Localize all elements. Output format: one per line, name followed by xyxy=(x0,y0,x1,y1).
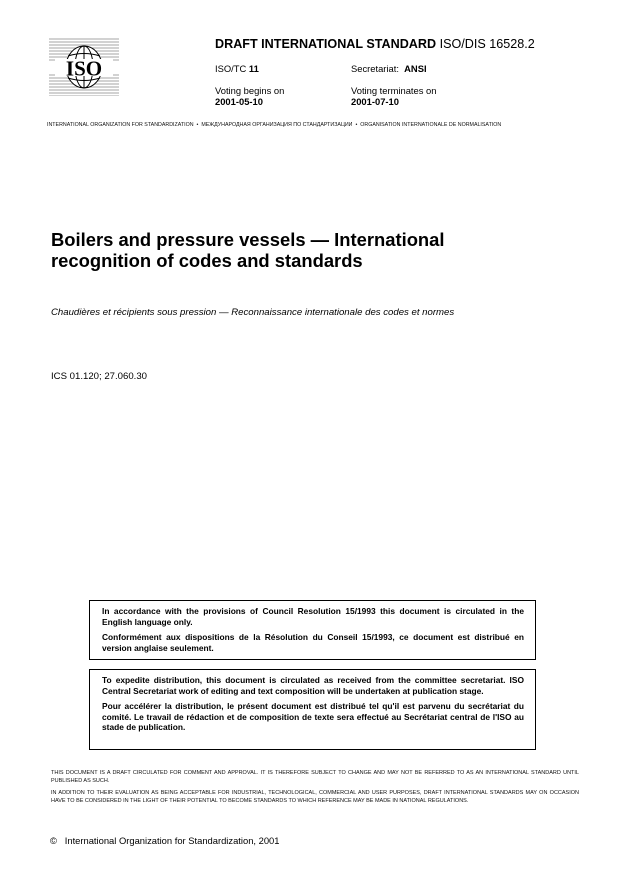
doc-header-title xyxy=(215,37,535,51)
language-notice-box xyxy=(89,600,536,660)
french-subtitle: Chaudières et récipients sous pression — Reconnaissance internationale des codes et normes xyxy=(51,307,455,318)
distribution-notice-box xyxy=(89,669,536,750)
technical-committee xyxy=(215,63,259,74)
voting-terminates-date: 2001-07-10 xyxy=(351,96,399,107)
draft-disclaimer xyxy=(51,769,579,809)
secretariat-label: Secretariat: xyxy=(351,63,399,74)
secretariat-value: ANSI xyxy=(404,63,427,74)
voting-terminates xyxy=(351,85,436,107)
language-notice-english: In accordance with the provisions of Council Resolution 15/1993 this document is circulated in the English language only. xyxy=(102,606,524,627)
disclaimer-paragraph-2: IN ADDITION TO THEIR EVALUATION AS BEING ACCEPTABLE FOR INDUSTRIAL, TECHNOLOGICAL, COMMERCIAL AND USER PURPOSES, DRAFT INTERNATIONAL STANDARDS MAY ON OCCASION HAVE TO BE CONSIDERED IN THE LIGHT OF THEIR POTENTIAL TO BECOME STANDARDS TO WHICH REFERENCE MAY BE MADE IN NATIONAL REGULATIONS. xyxy=(51,790,579,804)
copyright-icon: © xyxy=(50,835,57,846)
doc-type: DRAFT INTERNATIONAL STANDARD xyxy=(215,37,437,51)
org-name-french: ORGANISATION INTERNATIONALE DE NORMALISATION xyxy=(360,122,502,128)
ics-codes: ICS 01.120; 27.060.30 xyxy=(51,371,148,382)
voting-terminates-label: Voting terminates on xyxy=(351,85,437,96)
tc-label: ISO/TC xyxy=(215,63,247,74)
org-name-english: INTERNATIONAL ORGANIZATION FOR STANDARDIZATION xyxy=(47,122,194,128)
voting-begins-label: Voting begins on xyxy=(215,85,285,96)
logo-text: ISO xyxy=(65,56,103,81)
organization-line xyxy=(47,122,501,128)
copyright-text: International Organization for Standardization, 2001 xyxy=(64,835,280,846)
distribution-notice-french: Pour accélérer la distribution, le présent document est distribué tel qu'il est parvenu du secrétariat du comité. Le travail de rédaction et de composition de texte sera effectué au Secrétariat central de l'ISO au stade de publication. xyxy=(102,701,524,732)
secretariat xyxy=(351,63,427,74)
disclaimer-paragraph-1: THIS DOCUMENT IS A DRAFT CIRCULATED FOR COMMENT AND APPROVAL. IT IS THEREFORE SUBJECT TO CHANGE AND MAY NOT BE REFERRED TO AS AN INTERNATIONAL STANDARD UNTIL PUBLISHED AS SUCH. xyxy=(51,770,579,784)
language-notice-french: Conformément aux dispositions de la Résolution du Conseil 15/1993, ce document est distribué en version anglaise seulement. xyxy=(102,632,524,653)
document-title xyxy=(51,229,445,271)
doc-number: ISO/DIS 16528.2 xyxy=(439,37,535,51)
voting-begins-date: 2001-05-10 xyxy=(215,96,263,107)
title-line-1: Boilers and pressure vessels — International xyxy=(51,229,445,250)
copyright-notice xyxy=(50,835,279,846)
distribution-notice-english: To expedite distribution, this document is circulated as received from the committee secretariat. ISO Central Secretariat work of editing and text composition will be undertaken at publication stage. xyxy=(102,675,524,696)
separator-bullet: • xyxy=(355,122,358,128)
voting-begins xyxy=(215,85,284,107)
separator-bullet: • xyxy=(196,122,199,128)
tc-number: 11 xyxy=(248,63,259,74)
iso-logo-icon xyxy=(49,38,119,96)
title-line-2: recognition of codes and standards xyxy=(51,250,363,271)
org-name-russian: МЕЖДУНАРОДНАЯ ОРГАНИЗАЦИЯ ПО СТАНДАРТИЗАЦИИ xyxy=(201,122,353,128)
